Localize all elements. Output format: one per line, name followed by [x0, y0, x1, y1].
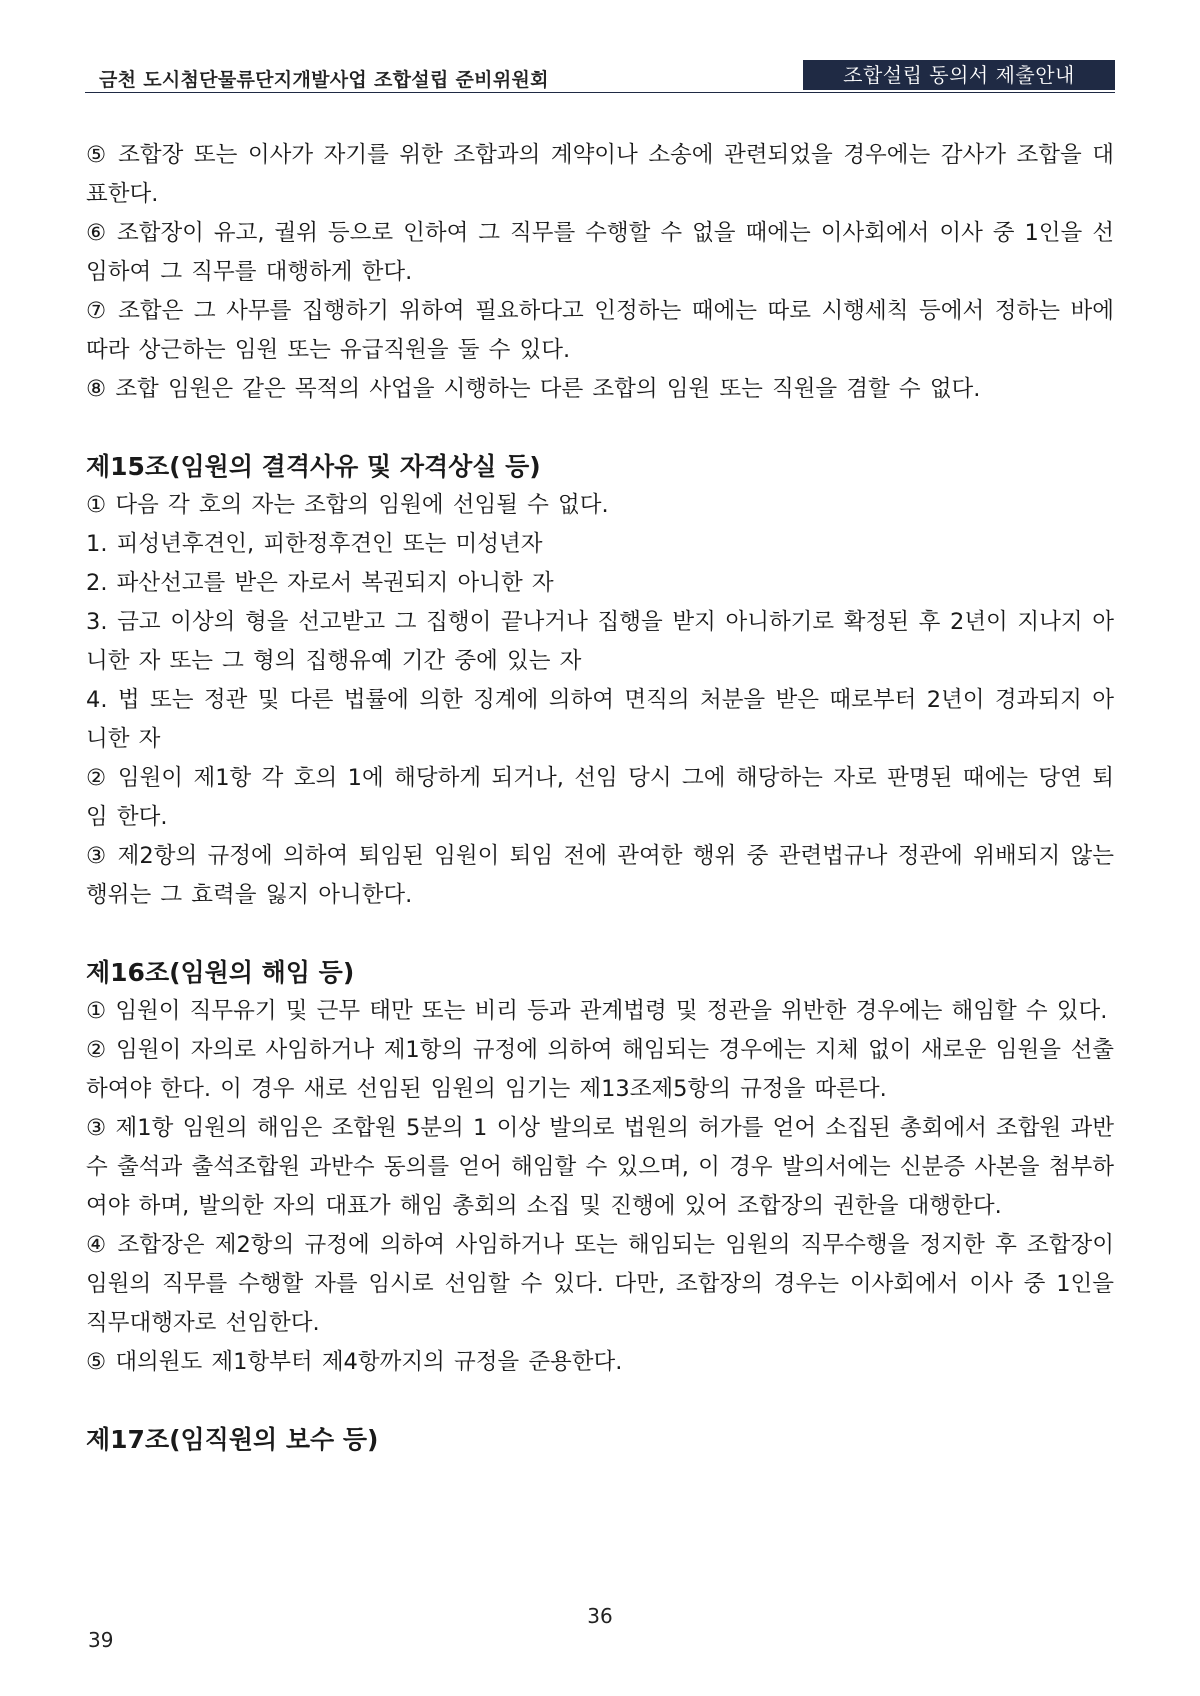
- paragraph: ④ 조합장은 제2항의 규정에 의하여 사임하거나 또는 해임되는 임원의 직무수행을 정지한 후 조합장이 임원의 직무를 수행할 자를 임시로 선임할 수 있다. 다만, 조합장의 경우는 이사회에서 이사 중 1인을 직무대행자로 선임한다.: [86, 1232, 1114, 1336]
- paragraph: ⑦ 조합은 그 사무를 집행하기 위하여 필요하다고 인정하는 때에는 따로 시행세칙 등에서 정하는 바에 따라 상근하는 임원 또는 유급직원을 둘 수 있다.: [86, 298, 1114, 363]
- header-section-badge: 조합설립 동의서 제출안내: [803, 60, 1115, 90]
- article-17-title: 제17조(임직원의 보수 등): [86, 1425, 379, 1454]
- paragraph: ⑥ 조합장이 유고, 궐위 등으로 인하여 그 직무를 수행할 수 없을 때에는 이사회에서 이사 중 1인을 선임하여 그 직무를 대행하게 한다.: [86, 220, 1114, 285]
- sheet-number: 39: [88, 1628, 114, 1652]
- page-header: [85, 60, 1115, 93]
- paragraph: ③ 제2항의 규정에 의하여 퇴임된 임원이 퇴임 전에 관여한 행위 중 관련법규나 정관에 위배되지 않는 행위는 그 효력을 잃지 아니한다.: [86, 843, 1114, 908]
- list-item: 4. 법 또는 정관 및 다른 법률에 의한 징계에 의하여 면직의 처분을 받은 때로부터 2년이 경과되지 아니한 자: [86, 687, 1114, 752]
- header-organization-title: 금천 도시첨단물류단지개발사업 조합설립 준비위원회: [99, 69, 549, 91]
- article-15-title: 제15조(임원의 결격사유 및 자격상실 등): [86, 452, 541, 481]
- paragraph: ② 임원이 자의로 사임하거나 제1항의 규정에 의하여 해임되는 경우에는 지체 없이 새로운 임원을 선출하여야 한다. 이 경우 새로 선임된 임원의 임기는 제13조제5항의 규정을 따른다.: [86, 1037, 1114, 1102]
- document-body: [86, 136, 1114, 1459]
- paragraph: ③ 제1항 임원의 해임은 조합원 5분의 1 이상 발의로 법원의 허가를 얻어 소집된 총회에서 조합원 과반수 출석과 출석조합원 과반수 동의를 얻어 해임할 수 있으며, 이 경우 발의서에는 신분증 사본을 첨부하여야 하며, 발의한 자의 대표가 해임 총회의 소집 및 진행에 있어 조합장의 권한을 대행한다.: [86, 1115, 1114, 1219]
- page-number: 36: [587, 1604, 613, 1628]
- paragraph: ⑤ 조합장 또는 이사가 자기를 위한 조합과의 계약이나 소송에 관련되었을 경우에는 감사가 조합을 대표한다.: [86, 142, 1114, 207]
- paragraph: ② 임원이 제1항 각 호의 1에 해당하게 되거나, 선임 당시 그에 해당하는 자로 판명된 때에는 당연 퇴임 한다.: [86, 765, 1114, 830]
- paragraph: ⑧ 조합 임원은 같은 목적의 사업을 시행하는 다른 조합의 임원 또는 직원을 겸할 수 없다.: [86, 376, 981, 402]
- article-16-title: 제16조(임원의 해임 등): [86, 958, 355, 987]
- paragraph: ① 임원이 직무유기 및 근무 태만 또는 비리 등과 관계법령 및 정관을 위반한 경우에는 해임할 수 있다.: [86, 998, 1108, 1024]
- paragraph: ① 다음 각 호의 자는 조합의 임원에 선임될 수 없다.: [86, 492, 609, 518]
- list-item: 3. 금고 이상의 형을 선고받고 그 집행이 끝나거나 집행을 받지 아니하기로 확정된 후 2년이 지나지 아니한 자 또는 그 형의 집행유예 기간 중에 있는 자: [86, 609, 1114, 674]
- list-item: 2. 파산선고를 받은 자로서 복권되지 아니한 자: [86, 570, 554, 596]
- list-item: 1. 피성년후견인, 피한정후견인 또는 미성년자: [86, 531, 543, 557]
- paragraph: ⑤ 대의원도 제1항부터 제4항까지의 규정을 준용한다.: [86, 1349, 623, 1375]
